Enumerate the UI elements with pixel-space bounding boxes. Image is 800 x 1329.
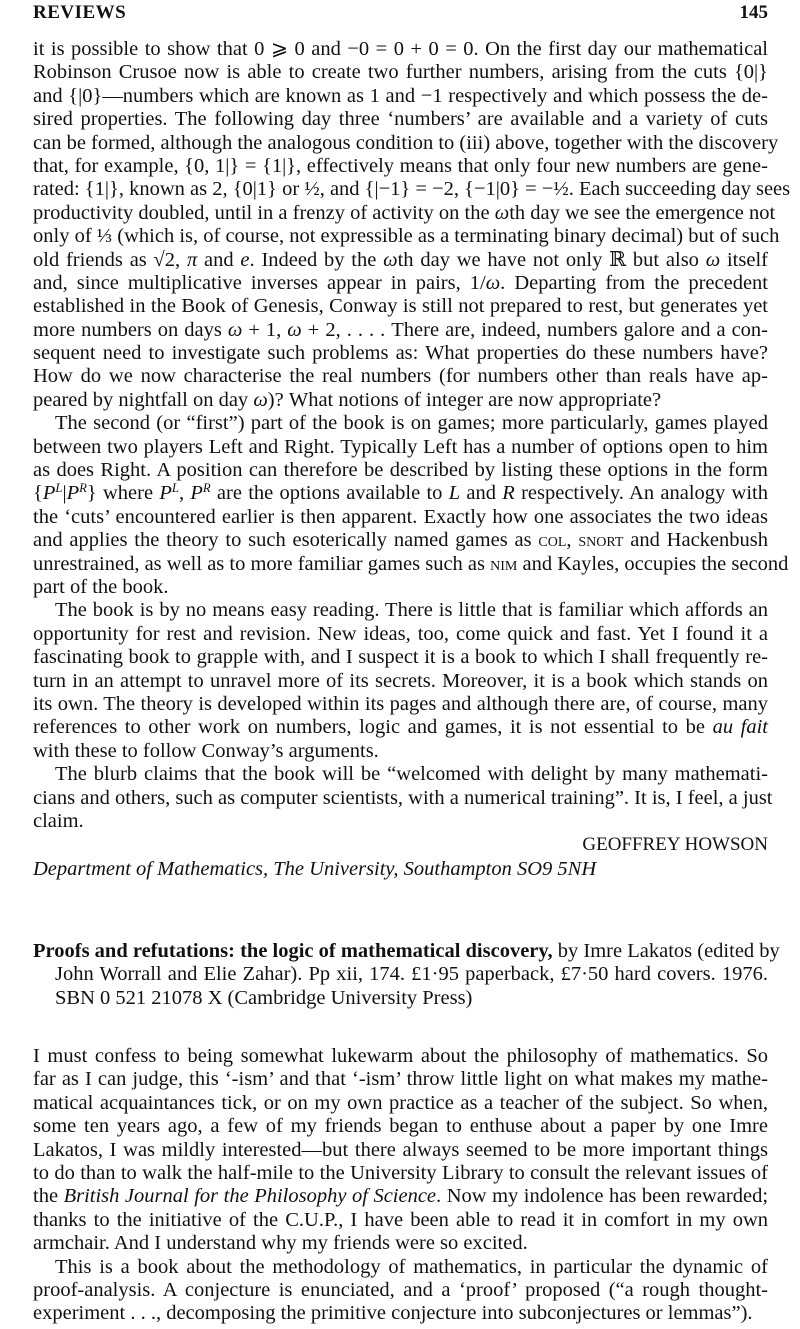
text-run: } where bbox=[86, 482, 160, 505]
text-run: )? What notions of integer are now appropriate? bbox=[267, 388, 662, 411]
bold-text: Proofs and refutations: the logic of mathematical discovery, bbox=[33, 940, 553, 962]
text-run: peared by nightfall on day bbox=[33, 388, 254, 411]
paragraph bbox=[33, 599, 768, 763]
reviewer-affiliation: Department of Mathematics, The University, Southampton SO9 5NH bbox=[33, 857, 597, 880]
italic-text: π bbox=[186, 248, 198, 271]
text-run: and bbox=[197, 248, 241, 271]
text-line: claim. bbox=[33, 809, 84, 832]
text-line: as does Right. A position can therefore be described by listing these options in the form bbox=[33, 459, 768, 482]
text-line bbox=[33, 482, 768, 505]
text-line: armchair. And I understand why my friends were so excited. bbox=[33, 1232, 528, 1255]
text-line: the ‘cuts’ encountered earlier is then apparent. Exactly how one associates the two ideas bbox=[33, 505, 768, 528]
superscript: R bbox=[79, 481, 87, 496]
page-number: 145 bbox=[739, 2, 768, 23]
paragraph bbox=[33, 1045, 768, 1256]
text-run: { bbox=[33, 482, 43, 505]
text-line bbox=[33, 1185, 768, 1208]
superscript: L bbox=[55, 481, 63, 496]
text-line bbox=[33, 389, 768, 412]
text-run: th day we have not only ℝ but also bbox=[397, 248, 706, 271]
section-title: REVIEWS bbox=[33, 2, 127, 23]
text-line: opportunity for rest and revision. New ideas, too, come quick and fast. Yet I found it a bbox=[33, 622, 768, 645]
reviewer-signature: GEOFFREY HOWSON bbox=[582, 834, 768, 856]
text-run: , bbox=[178, 482, 191, 505]
text-line: Robinson Crusoe now is able to create two further numbers, arising from the cuts {0|} bbox=[33, 61, 768, 84]
small-caps-text: col bbox=[538, 529, 567, 552]
text-run: . Indeed by the bbox=[249, 248, 384, 271]
text-line: it is possible to show that 0 ⩾ 0 and −0 = 0 + 0 = 0. On the first day our mathematical bbox=[33, 38, 768, 60]
text-line: thanks to the initiative of the C.U.P., I have been able to read it in comfort in my own bbox=[33, 1208, 768, 1231]
text-line bbox=[33, 201, 776, 225]
text-line: turn in an attempt to unravel more of its secrets. Moreover, it is a book which stands on bbox=[33, 669, 768, 692]
text-run: are the options available to bbox=[210, 482, 449, 505]
superscript: R bbox=[202, 481, 211, 496]
text-run: | bbox=[62, 482, 67, 505]
italic-text: P bbox=[159, 482, 172, 505]
review-body bbox=[33, 38, 791, 833]
text-line: I must confess to being somewhat lukewarm about the philosophy of mathematics. So bbox=[33, 1045, 768, 1067]
text-run: and Hackenbush bbox=[623, 529, 768, 552]
text-line bbox=[33, 552, 789, 576]
text-run: by Imre Lakatos (edited by bbox=[552, 940, 780, 962]
text-run: and applies the theory to such esoterically named games as bbox=[33, 529, 539, 552]
italic-text: ω bbox=[253, 388, 268, 411]
text-line: between two players Left and Right. Typically Left has a number of options open to him bbox=[33, 435, 768, 458]
text-run: more numbers on days bbox=[33, 318, 228, 341]
paragraph bbox=[33, 763, 773, 833]
text-line bbox=[33, 272, 768, 295]
small-caps-text: nim bbox=[490, 552, 518, 575]
text-line: part of the book. bbox=[33, 575, 169, 598]
superscript: L bbox=[171, 481, 179, 496]
text-line: matical acquaintances tick, or on my own practice as a teacher of the subject. So when, bbox=[33, 1091, 768, 1114]
text-run: and Kayles, occupies the second bbox=[517, 552, 789, 575]
text-line: cians and others, such as computer scientists, with a numerical training”. It is, I feel, a just bbox=[33, 786, 773, 809]
text-line: sequent need to investigate such problems as: What properties do these numbers have? bbox=[33, 342, 768, 365]
italic-text: British Journal for the Philosophy of Science bbox=[63, 1185, 437, 1208]
paragraph bbox=[33, 412, 789, 599]
text-line: John Worrall and Elie Zahar). Pp xii, 174. £1·95 paperback, £7·50 hard covers. 1976. bbox=[55, 963, 768, 986]
italic-text: P bbox=[42, 482, 56, 505]
text-run: references to other work on numbers, logic and games, it is not essential to be bbox=[33, 716, 713, 739]
text-line: to do than to walk the half-mile to the University Library to consult the relevant issues of bbox=[33, 1161, 768, 1184]
text-line: with these to follow Conway’s arguments. bbox=[33, 739, 379, 762]
text-line bbox=[33, 319, 768, 342]
review-geoffrey-howson bbox=[33, 38, 791, 882]
italic-text: P bbox=[190, 482, 203, 505]
paragraph bbox=[33, 1256, 768, 1326]
italic-text: ω bbox=[227, 318, 243, 341]
italic-text: au fait bbox=[712, 716, 768, 739]
italic-text: ω bbox=[705, 248, 721, 271]
text-line: far as I can judge, this ‘-ism’ and that ‘-ism’ throw little light on what makes my mathe- bbox=[33, 1068, 768, 1091]
text-line: The blurb claims that the book will be “welcomed with delight by many mathemati- bbox=[55, 763, 768, 786]
text-line bbox=[33, 716, 768, 739]
text-run: itself bbox=[720, 248, 768, 271]
text-run: the bbox=[33, 1185, 64, 1208]
text-line bbox=[33, 940, 780, 963]
italic-text: e bbox=[240, 248, 250, 271]
italic-text: ω bbox=[485, 271, 501, 294]
text-line: Lakatos, I was mildly interested—but there always seemed to be more important things bbox=[33, 1138, 768, 1161]
text-line: The book is by no means easy reading. There is little that is familiar which affords an bbox=[55, 599, 768, 622]
small-caps-text: snort bbox=[578, 529, 624, 552]
italic-text: L bbox=[448, 482, 461, 505]
text-line: proof-analysis. A conjecture is enunciated, and a ‘proof’ proposed (“a rough thought- bbox=[33, 1278, 768, 1301]
text-line: fascinating book to grapple with, and I suspect it is a book to which I shall frequently re- bbox=[33, 646, 768, 669]
text-run: and bbox=[460, 482, 503, 505]
review-lakatos-body bbox=[33, 1045, 768, 1326]
text-line bbox=[33, 529, 768, 552]
text-line: its own. The theory is developed within its pages and although there are, of course, many bbox=[33, 692, 768, 715]
text-run: . Departing from the precedent bbox=[500, 271, 769, 294]
text-run: + 2, . . . . There are, indeed, numbers galore and a con- bbox=[301, 318, 769, 341]
text-line: only of ⅓ (which is, of course, not expressible as a terminating binary decimal) but of such bbox=[33, 225, 780, 248]
text-run: and, since multiplicative inverses appear in pairs, 1/ bbox=[33, 271, 486, 294]
text-run: . Now my indolence has been rewarded; bbox=[436, 1185, 769, 1208]
book-citation bbox=[33, 940, 780, 1010]
text-line: How do we now characterise the real numbers (for numbers other than reals have ap- bbox=[33, 365, 768, 388]
text-run: + 1, bbox=[242, 318, 288, 341]
text-line: can be formed, although the analogous condition to (iii) above, together with the discovery bbox=[33, 131, 779, 154]
text-line bbox=[33, 249, 768, 272]
text-run: th day we see the emergence not bbox=[509, 201, 776, 224]
text-line: This is a book about the methodology of mathematics, in particular the dynamic of bbox=[55, 1255, 768, 1278]
text-run: old friends as √2, bbox=[33, 248, 187, 271]
text-line: rated: {1|}, known as 2, {0|1} or ½, and {|−1} = −2, {−1|0} = −½. Each succeeding day sees bbox=[33, 178, 791, 201]
text-line: SBN 0 521 21078 X (Cambridge University Press) bbox=[55, 986, 473, 1009]
text-run: productivity doubled, until in a frenzy of activity on the bbox=[33, 201, 495, 224]
paragraph bbox=[33, 38, 791, 412]
text-line: experiment . . ., decomposing the primitive conjecture into subconjectures or lemmas”). bbox=[33, 1302, 753, 1325]
text-run: , bbox=[566, 529, 579, 552]
text-line: sired properties. The following day three ‘numbers’ are available and a variety of cuts bbox=[33, 108, 768, 131]
italic-text: P bbox=[66, 482, 80, 505]
text-line: that, for example, {0, 1|} = {1|}, effectively means that only four new numbers are gene- bbox=[33, 154, 768, 177]
text-line: some ten years ago, a few of my friends began to enthuse about a paper by one Imre bbox=[33, 1115, 768, 1138]
text-line: established in the Book of Genesis, Conway is still not prepared to rest, but generates yet bbox=[33, 295, 768, 318]
text-line: The second (or “first”) part of the book is on games; more particularly, games played bbox=[55, 412, 768, 435]
text-line: and {|0}—numbers which are known as 1 and −1 respectively and which possess the de- bbox=[33, 84, 768, 107]
text-run: respectively. An analogy with bbox=[514, 482, 769, 505]
italic-text: ω bbox=[494, 201, 510, 224]
italic-text: R bbox=[502, 482, 515, 505]
running-header bbox=[33, 0, 768, 26]
italic-text: ω bbox=[383, 248, 398, 271]
text-run: unrestrained, as well as to more familiar games such as bbox=[33, 552, 491, 575]
italic-text: ω bbox=[287, 318, 302, 341]
